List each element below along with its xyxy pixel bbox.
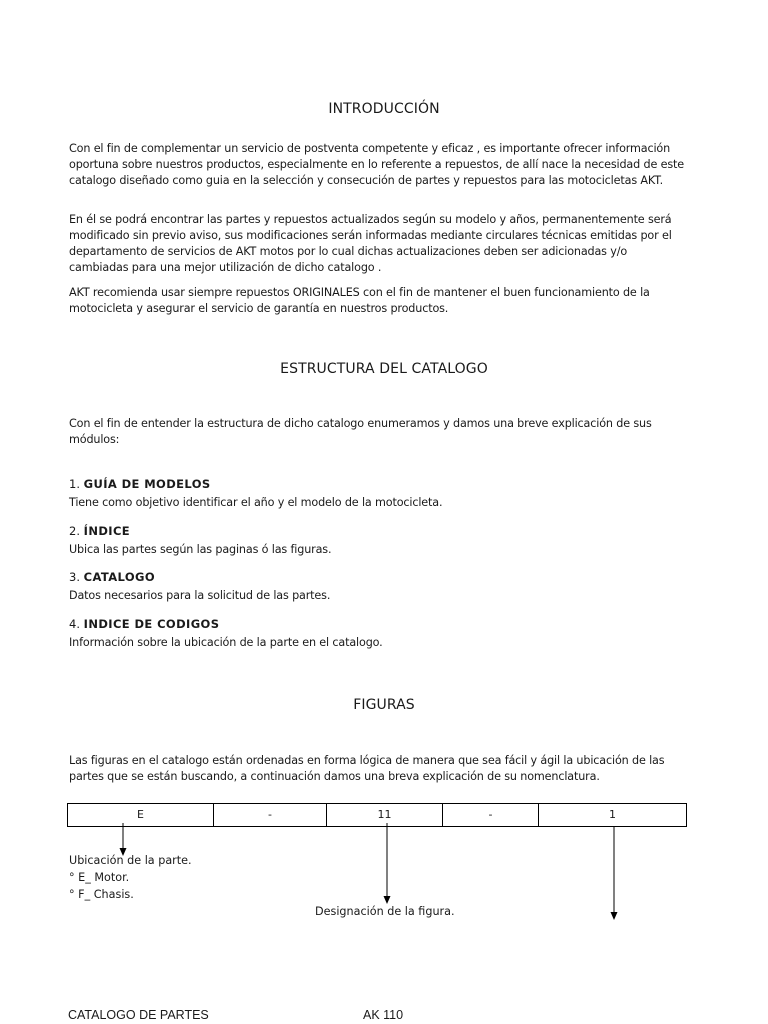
code-cell-figure: 11	[327, 804, 443, 827]
module-1-number: 1.	[69, 477, 80, 491]
intro-paragraph-3: AKT recomienda usar siempre repuestos ORIGINALES con el fin de mantener el buen funcionamiento de la motocicleta y asegurar el servicio de garantía en nuestros productos.	[69, 286, 650, 315]
footer-model: AK 110	[363, 1008, 404, 1022]
arrow-part	[611, 826, 618, 920]
location-option-motor: ° E_ Motor.	[69, 871, 130, 884]
module-4-number: 4.	[69, 617, 80, 631]
figuras-intro: Las figuras en el catalogo están ordenadas en forma lógica de manera que sea fácil y ágil la ubicación de las partes que se están buscando, a continuación damos una breva explicación de su nomenclatura.	[69, 754, 665, 783]
location-note	[69, 852, 192, 903]
module-3-name: CATALOGO	[83, 570, 156, 584]
module-2-name: ÍNDICE	[83, 524, 131, 538]
arrow-figure	[384, 823, 391, 904]
designation-label: Designación de la figura.	[315, 905, 455, 918]
intro-paragraph-1: Con el fin de complementar un servicio de postventa competente y eficaz , es importante ofrecer información oportuna sobre nuestros productos, especialmente en lo referente a repuestos, de allí nace la necesidad de este catalogo diseñado como guia en la selección y consecución de partes y repuestos para las motocicletas AKT.	[69, 142, 684, 187]
module-1-name: GUÍA DE MODELOS	[83, 477, 211, 491]
module-3-description: Datos necesarios para la solicitud de las partes.	[69, 589, 331, 602]
code-cell-part: 1	[539, 804, 687, 827]
module-1-description: Tiene como objetivo identificar el año y el modelo de la motocicleta.	[69, 496, 443, 509]
code-cell-separator-1: -	[214, 804, 327, 827]
location-label: Ubicación de la parte.	[69, 854, 192, 867]
module-4-description: Información sobre la ubicación de la parte en el catalogo.	[69, 636, 383, 649]
module-2-description: Ubica las partes según las paginas ó las figuras.	[69, 543, 332, 556]
module-4-name: INDICE DE CODIGOS	[83, 617, 220, 631]
intro-paragraph-2: En él se podrá encontrar las partes y repuestos actualizados según su modelo y años, permanentemente será modificado sin previo aviso, sus modificaciones serán informadas mediante circulares técnicas emitidas por el departamento de servicios de AKT motos por lo cual dichas actualizaciones deben ser adicionadas y/o cambiadas para una mejor utilización de dicho catalogo .	[69, 213, 672, 274]
module-2-number: 2.	[69, 524, 80, 538]
estructura-intro: Con el fin de entender la estructura de dicho catalogo enumeramos y damos una breve explicación de sus módulos:	[69, 417, 652, 446]
intro-title: INTRODUCCIÓN	[328, 101, 440, 117]
module-3-number: 3.	[69, 570, 80, 584]
estructura-title: ESTRUCTURA DEL CATALOGO	[280, 361, 488, 377]
code-cell-location: E	[68, 804, 214, 827]
figuras-title: FIGURAS	[353, 697, 415, 713]
location-option-chasis: ° F_ Chasis.	[69, 888, 134, 901]
footer-catalog-name: CATALOGO DE PARTES	[68, 1008, 209, 1022]
code-cell-separator-2: -	[443, 804, 539, 827]
